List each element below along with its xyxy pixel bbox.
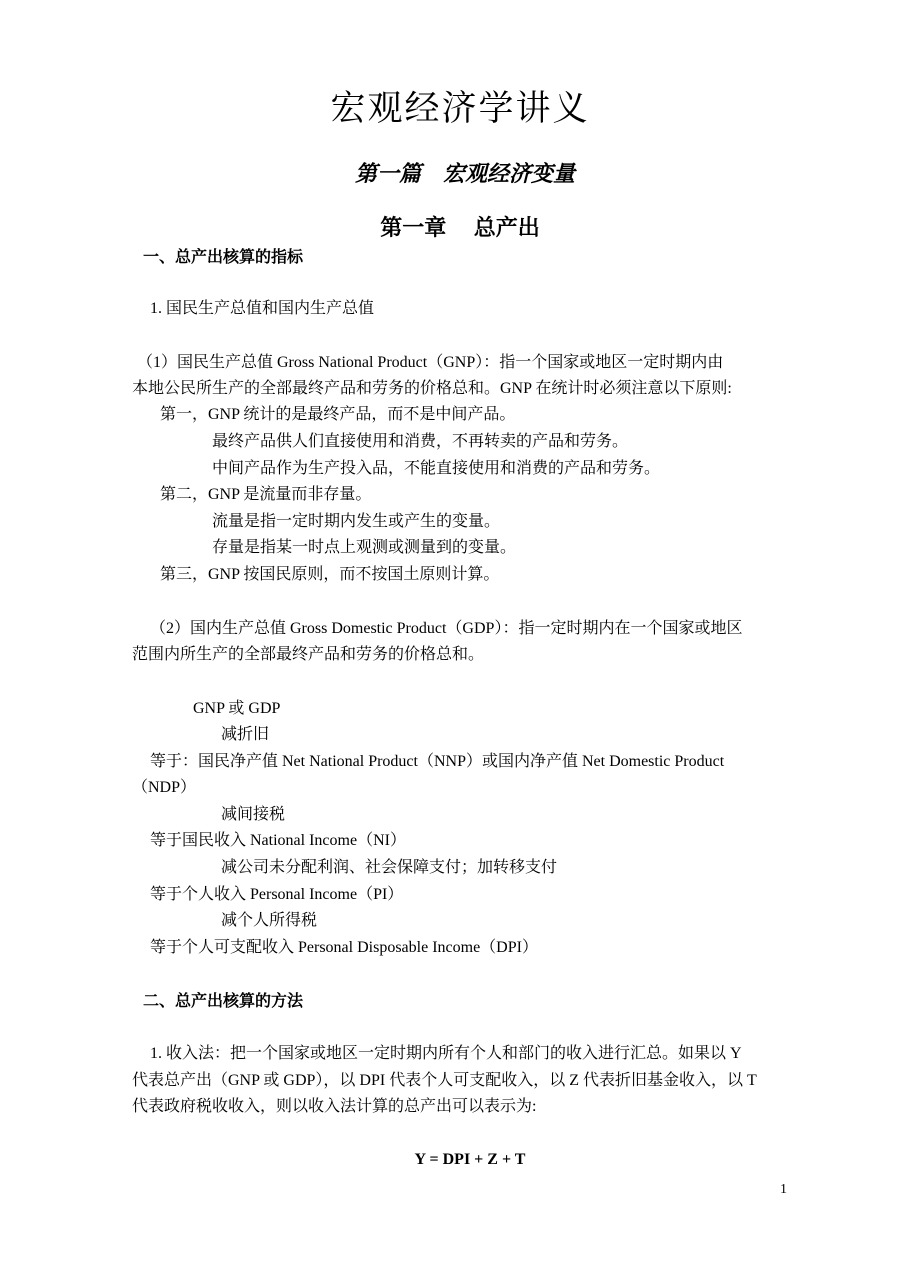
- gdp-definition-line-2: 范围内所生产的全部最终产品和劳务的价格总和。: [132, 646, 485, 663]
- gnp-definition-line-1: （1）国民生产总值 Gross National Product（GNP）：指一个国家或地区一定时期内由: [137, 354, 724, 371]
- chain-start: GNP 或 GDP: [193, 700, 281, 717]
- chain-national-income: 等于国民收入 National Income（NI）: [150, 832, 406, 849]
- gdp-definition-line-1: （2）国内生产总值 Gross Domestic Product（GDP）：指一定时期内在一个国家或地区: [150, 620, 743, 637]
- chain-nnp-line-1: 等于：国民净产值 Net National Product（NNP）或国内净产值 Net Domestic Product: [150, 753, 725, 770]
- gnp-definition-line-2: 本地公民所生产的全部最终产品和劳务的价格总和。GNP 在统计时必须注意以下原则:: [132, 380, 732, 397]
- item-1-heading: 1. 国民生产总值和国内生产总值: [150, 300, 375, 317]
- income-method-line-1: 1. 收入法：把一个国家或地区一定时期内所有个人和部门的收入进行汇总。如果以 Y: [150, 1045, 742, 1062]
- chapter-title: 第一章 总产出: [380, 215, 540, 240]
- chain-minus-depreciation: 减折旧: [221, 726, 270, 743]
- document-title: 宏观经济学讲义: [330, 89, 590, 129]
- part-title: 第一篇 宏观经济变量: [354, 161, 575, 186]
- principle-first: 第一，GNP 统计的是最终产品，而不是中间产品。: [160, 406, 516, 423]
- section-heading-1: 一、总产出核算的指标: [143, 247, 304, 266]
- chain-nnp-line-2: （NDP）: [132, 779, 197, 796]
- principle-first-detail-b: 中间产品作为生产投入品，不能直接使用和消费的产品和劳务。: [212, 460, 661, 477]
- income-method-line-2: 代表总产出（GNP 或 GDP），以 DPI 代表个人可支配收入，以 Z 代表折旧基金收入，以 T: [132, 1072, 757, 1089]
- income-method-line-3: 代表政府税收收入，则以收入法计算的总产出可以表示为:: [132, 1098, 537, 1115]
- income-method-formula: Y = DPI + Z + T: [414, 1151, 526, 1168]
- principle-second-detail-b: 存量是指某一时点上观测或测量到的变量。: [212, 539, 517, 556]
- chain-minus-profits: 减公司未分配利润、社会保障支付；加转移支付: [221, 859, 558, 876]
- chain-personal-income: 等于个人收入 Personal Income（PI）: [150, 886, 404, 903]
- chain-minus-income-tax: 减个人所得税: [221, 912, 318, 929]
- chain-disposable-income: 等于个人可支配收入 Personal Disposable Income（DPI）: [150, 939, 538, 956]
- chain-minus-indirect-tax: 减间接税: [221, 806, 286, 823]
- page-number: 1: [780, 1182, 787, 1197]
- principle-second: 第二，GNP 是流量而非存量。: [160, 486, 372, 503]
- section-heading-2: 二、总产出核算的方法: [143, 991, 304, 1010]
- principle-first-detail-a: 最终产品供人们直接使用和消费，不再转卖的产品和劳务。: [212, 433, 629, 450]
- principle-second-detail-a: 流量是指一定时期内发生或产生的变量。: [212, 513, 501, 530]
- principle-third: 第三，GNP 按国民原则，而不按国土原则计算。: [160, 566, 500, 583]
